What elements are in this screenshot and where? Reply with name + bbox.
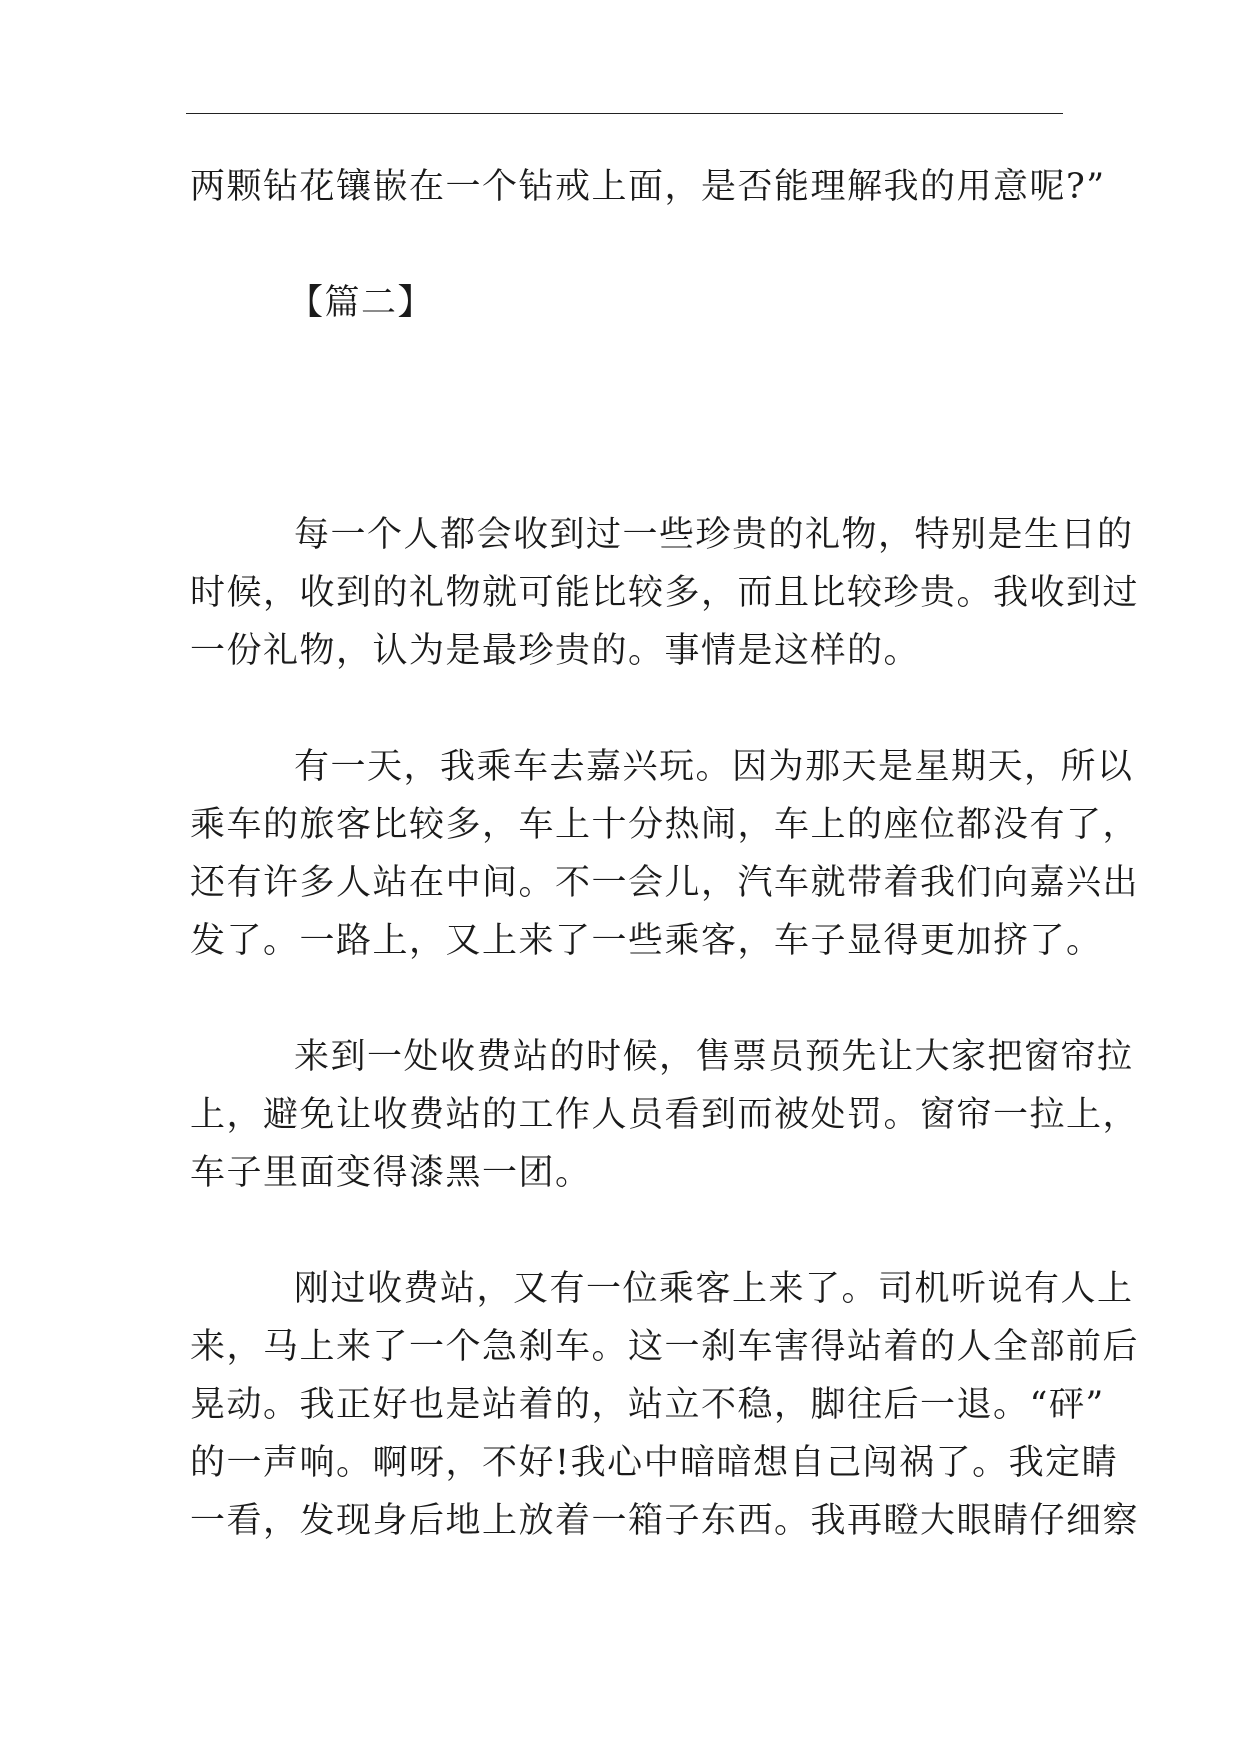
text-line: 上，避免让收费站的工作人员看到而被处罚。窗帘一拉上， bbox=[190, 1095, 1140, 1135]
section-heading: 【篇二】 bbox=[288, 283, 435, 323]
paragraph bbox=[190, 738, 1140, 970]
document-body bbox=[190, 158, 1140, 1550]
text-line: 一看，发现身后地上放着一箱子东西。我再瞪大眼睛仔细察 bbox=[190, 1501, 1140, 1541]
text-line: 时候，收到的礼物就可能比较多，而且比较珍贵。我收到过 bbox=[190, 573, 1140, 613]
text-line: 乘车的旅客比较多，车上十分热闹，车上的座位都没有了， bbox=[190, 805, 1140, 845]
text-line: 来到一处收费站的时候，售票员预先让大家把窗帘拉 bbox=[294, 1037, 1134, 1077]
header-rule bbox=[186, 113, 1063, 114]
text-line: 车子里面变得漆黑一团。 bbox=[190, 1153, 592, 1193]
text-line: 晃动。我正好也是站着的，站立不稳，脚往后一退。“砰” bbox=[190, 1385, 1105, 1425]
text-line: 的一声响。啊呀，不好!我心中暗暗想自己闯祸了。我定睛 bbox=[190, 1443, 1119, 1483]
text-line: 两颗钻花镶嵌在一个钻戒上面，是否能理解我的用意呢?” bbox=[190, 167, 1106, 207]
text-line: 发了。一路上，又上来了一些乘客，车子显得更加挤了。 bbox=[190, 921, 1103, 961]
paragraph bbox=[190, 1260, 1140, 1550]
text-line: 有一天，我乘车去嘉兴玩。因为那天是星期天，所以 bbox=[294, 747, 1134, 787]
text-line: 刚过收费站，又有一位乘客上来了。司机听说有人上 bbox=[294, 1269, 1134, 1309]
paragraph bbox=[190, 506, 1140, 680]
paragraph bbox=[190, 1028, 1140, 1202]
text-line: 还有许多人站在中间。不一会儿，汽车就带着我们向嘉兴出 bbox=[190, 863, 1140, 903]
text-line: 来，马上来了一个急刹车。这一刹车害得站着的人全部前后 bbox=[190, 1327, 1140, 1367]
text-line: 一份礼物，认为是最珍贵的。事情是这样的。 bbox=[190, 631, 921, 671]
text-line: 每一个人都会收到过一些珍贵的礼物，特别是生日的 bbox=[294, 515, 1134, 555]
